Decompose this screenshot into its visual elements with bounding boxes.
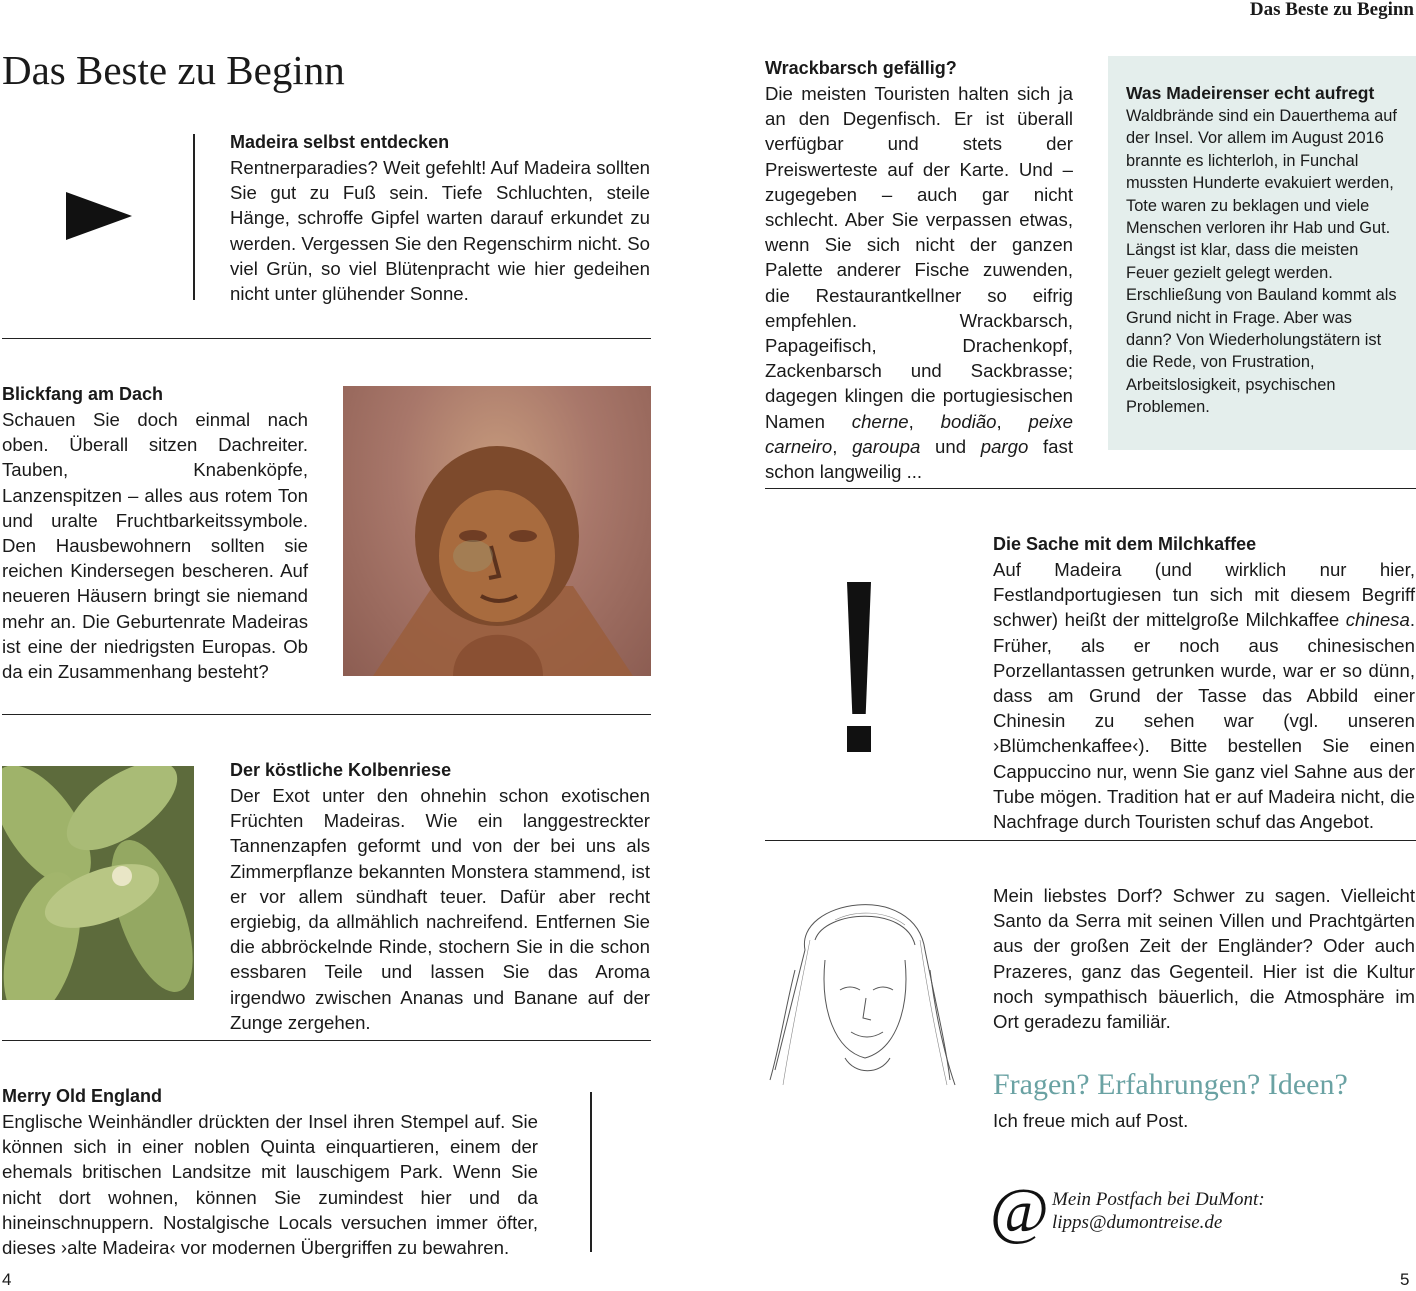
divider: [765, 488, 1416, 489]
article-heading: Der köstliche Kolbenriese: [230, 760, 452, 780]
cta-subtitle: Ich freue mich auf Post.: [993, 1110, 1189, 1131]
article-dach: [2, 382, 308, 684]
exclamation-icon: [840, 582, 880, 754]
triangle-pointer-icon: [64, 190, 134, 242]
article-body: Auf Madeira (und wirklich nur hier, Festlandportugiesen tun sich mit diesem Begriff schwer) heißt der mittelgroße Milchkaffee chinesa. Früher, als er noch aus chinesischen Porzellantassen getrunken wurde, war er so dünn, dass am Grund der Tasse das Abbild einer Chinesin zu sehen war (vgl. unseren ›Blümchenkaffee‹). Bitte bestellen Sie einen Cappuccino nur, wenn Sie ganz viel Sahne aus der Tube mögen. Tradition hat er auf Madeira nicht, die Nachfrage durch Touristen schuf das Angebot.: [993, 559, 1415, 833]
article-heading: Merry Old England: [2, 1086, 163, 1106]
section-divider-vertical: [590, 1092, 592, 1252]
box-heading: Was Madeirenser echt aufregt: [1126, 83, 1375, 103]
article-body: Der Exot unter den ohnehin schon exotischen Früchten Madeiras. Wie ein langgestreckter Tannenzapfen geformt und von der bei uns als Zimmerpflanze bekannten Monstera stammend, ist er vor allem sündhaft teuer. Dafür aber recht ergiebig, da allmählich nachreifend. Entfernen Sie die abbröckelnde Rinde, stochern Sie in die schon essbaren Teile und lassen Sie das Aroma irgendwo zwischen Ananas und Banane auf der Zunge zergehen.: [230, 785, 650, 1033]
running-header: Das Beste zu Beginn: [1249, 0, 1414, 20]
mailbox-email[interactable]: lipps@dumontreise.de: [1052, 1212, 1223, 1233]
author-portrait: [765, 880, 961, 1092]
article-heading: Madeira selbst entdecken: [230, 132, 450, 152]
article-body: Rentnerparadies? Weit gefehlt! Auf Madeira sollten Sie gut zu Fuß sein. Tiefe Schluchten, steile Hänge, schroffe Gipfel warten darauf erkundet zu werden. Vergessen Sie den Regenschirm nicht. So viel Grün, so viel Blütenpracht wie hier gedeihen nicht unter glühender Sonne.: [230, 157, 650, 305]
mailbox-label: Mein Postfach bei DuMont:: [1052, 1189, 1265, 1210]
article-madeira: [230, 130, 650, 306]
page-number-right: 5: [1400, 1270, 1410, 1289]
section-divider-vertical: [193, 134, 195, 300]
info-box: [1108, 56, 1416, 450]
roof-figure-photo: [343, 386, 651, 676]
article-kolben: [230, 758, 650, 1035]
article-body: Schauen Sie doch einmal nach oben. Überall sitzen Dachreiter. Tauben, Knabenköpfe, Lanzenspitzen – alles aus rotem Ton und uralte Fruchtbarkeitssymbole. Den Hausbewohnern sollten sie reichen Kindersegen bescheren. Auf neueren Häusern bringt sie niemand mehr an. Die Geburtenrate Madeiras ist eine der niedrigsten Europas. Ob da ein Zusammenhang besteht?: [2, 409, 308, 683]
article-milchkaffee: [993, 532, 1415, 834]
article-body: Die meisten Touristen halten sich ja an den Degenfisch. Er ist überall verfügbar und stets der Preiswerteste auf der Karte. Und – zugegeben – auch gar nicht schlecht. Aber Sie verpassen etwas, wenn Sie sich nicht der ganzen Palette anderer Fische zuwenden, die Restaurantkellner so eifrig empfehlen. Wrackbarsch, Papageifisch, Drachenkopf, Zackenbarsch und Sackbrasse; dagegen klingen die portugiesischen Namen cherne, bodião, peixe carneiro, garoupa und pargo fast schon langweilig ...: [765, 83, 1073, 483]
divider: [2, 714, 651, 715]
author-quote: Mein liebstes Dorf? Schwer zu sagen. Vielleicht Santo da Serra mit seinen Villen und Prachtgärten aus der großen Zeit der Engländer? Oder auch Prazeres, ganz das Gegenteil. Hier ist die Kultur noch sympathisch bäuerlich, die Atmosphäre im Ort geradezu familiär.: [993, 885, 1415, 1033]
cta-title: Fragen? Erfahrungen? Ideen?: [993, 1068, 1348, 1101]
article-body: Englische Weinhändler drückten der Insel ihren Stempel auf. Sie können sich in einer noblen Quinta einquartieren, einem der ehemals britischen Landsitze mit lauschigem Park. Wenn Sie nicht dort wohnen, können Sie zumindest hier und da hineinschnuppern. Nostalgische Locals versuchen immer öfter, dieses ›alte Madeira‹ vor modernen Übergriffen zu bewahren.: [2, 1111, 538, 1259]
page-title: Das Beste zu Beginn: [2, 47, 345, 93]
page-number-left: 4: [2, 1270, 12, 1289]
article-heading: Wrackbarsch gefällig?: [765, 58, 957, 78]
article-england: [2, 1084, 538, 1260]
article-wrackbarsch: [765, 56, 1073, 484]
divider: [2, 338, 651, 339]
article-heading: Die Sache mit dem Milchkaffee: [993, 534, 1257, 554]
divider: [765, 840, 1416, 841]
box-body: Waldbrände sind ein Dauerthema auf der Insel. Vor allem im August 2016 brannte es lichterloh, in Funchal mussten Hunderte evakuiert werden, Tote waren zu beklagen und viele Menschen verloren ihr Hab und Gut. Längst ist klar, dass die meisten Feuer gezielt gelegt werden. Erschließung von Bauland kommt als Grund nicht in Frage. Aber was dann? Von Wiederholungstätern ist die Rede, von Frustration, Arbeitslosigkeit, psychischen Problemen.: [1126, 107, 1397, 417]
article-heading: Blickfang am Dach: [2, 384, 164, 404]
divider: [2, 1040, 651, 1041]
monstera-fruit-photo: [2, 766, 194, 1000]
at-sign-icon: @: [990, 1175, 1049, 1246]
